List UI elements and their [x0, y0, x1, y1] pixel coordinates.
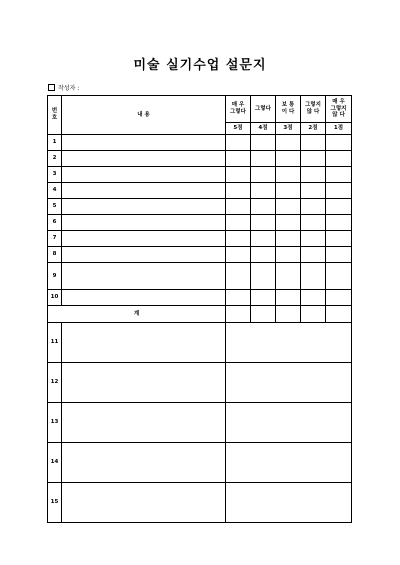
author-label: 작성자 :: [58, 85, 80, 92]
row-number: 15: [48, 483, 62, 523]
rating-cell[interactable]: [301, 231, 326, 247]
rating-cell[interactable]: [326, 247, 352, 263]
score-4: 4점: [251, 123, 276, 135]
rating-cell[interactable]: [326, 215, 352, 231]
rating-cell[interactable]: [226, 263, 251, 290]
rating-cell[interactable]: [276, 215, 301, 231]
rating-cell[interactable]: [326, 135, 352, 151]
essay-question-cell[interactable]: [62, 483, 226, 523]
rating-cell[interactable]: [251, 215, 276, 231]
author-field: [48, 83, 79, 92]
rating-cell[interactable]: [251, 247, 276, 263]
rating-cell[interactable]: [251, 167, 276, 183]
rating-cell[interactable]: [226, 151, 251, 167]
row-number: 7: [48, 231, 62, 247]
rating-cell[interactable]: [226, 290, 251, 306]
essay-answer-cell[interactable]: [226, 323, 352, 363]
row-number: 5: [48, 199, 62, 215]
rating-cell[interactable]: [276, 183, 301, 199]
rating-cell[interactable]: [226, 231, 251, 247]
table-row: [48, 231, 352, 247]
score-2: 2점: [301, 123, 326, 135]
question-cell[interactable]: [62, 263, 226, 290]
rating-cell[interactable]: [251, 231, 276, 247]
score-1: 1점: [326, 123, 352, 135]
essay-row: [48, 363, 352, 403]
rating-cell[interactable]: [276, 263, 301, 290]
essay-row: [48, 443, 352, 483]
row-number: 3: [48, 167, 62, 183]
rating-cell[interactable]: [326, 263, 352, 290]
row-number: 11: [48, 323, 62, 363]
rating-cell[interactable]: [226, 215, 251, 231]
rating-cell[interactable]: [326, 199, 352, 215]
question-cell[interactable]: [62, 215, 226, 231]
question-cell[interactable]: [62, 231, 226, 247]
rating-cell[interactable]: [251, 263, 276, 290]
rating-cell[interactable]: [276, 290, 301, 306]
rating-cell[interactable]: [301, 290, 326, 306]
table-row: [48, 290, 352, 306]
row-number: 8: [48, 247, 62, 263]
essay-question-cell[interactable]: [62, 323, 226, 363]
row-number: 13: [48, 403, 62, 443]
table-row: [48, 167, 352, 183]
rating-cell[interactable]: [276, 199, 301, 215]
table-row: [48, 199, 352, 215]
row-number: 10: [48, 290, 62, 306]
row-number: 6: [48, 215, 62, 231]
score-3: 3점: [276, 123, 301, 135]
rating-cell[interactable]: [301, 167, 326, 183]
table-row: [48, 135, 352, 151]
rating-cell[interactable]: [226, 183, 251, 199]
essay-answer-cell[interactable]: [226, 483, 352, 523]
rating-cell[interactable]: [326, 231, 352, 247]
author-checkbox[interactable]: [48, 84, 55, 91]
question-cell[interactable]: [62, 290, 226, 306]
total-cell: [226, 306, 251, 323]
rating-cell[interactable]: [226, 199, 251, 215]
essay-question-cell[interactable]: [62, 443, 226, 483]
essay-answer-cell[interactable]: [226, 363, 352, 403]
rating-cell[interactable]: [276, 247, 301, 263]
essay-answer-cell[interactable]: [226, 403, 352, 443]
header-option-4: 그렇다: [251, 96, 276, 123]
rating-cell[interactable]: [276, 135, 301, 151]
essay-row: [48, 483, 352, 523]
total-cell: [326, 306, 352, 323]
rating-cell[interactable]: [251, 151, 276, 167]
rating-cell[interactable]: [276, 151, 301, 167]
total-cell: [251, 306, 276, 323]
rating-cell[interactable]: [301, 183, 326, 199]
header-option-5: 매 우 그렇다: [226, 96, 251, 123]
row-number: 14: [48, 443, 62, 483]
question-cell[interactable]: [62, 151, 226, 167]
row-number: 1: [48, 135, 62, 151]
total-cell: [276, 306, 301, 323]
table-row: [48, 151, 352, 167]
score-5: 5점: [226, 123, 251, 135]
rating-cell[interactable]: [301, 199, 326, 215]
header-content: 내 용: [62, 96, 226, 135]
rating-cell[interactable]: [326, 290, 352, 306]
row-number: 9: [48, 263, 62, 290]
header-option-1: 매 우 그렇지 않 다: [326, 96, 352, 123]
question-cell[interactable]: [62, 199, 226, 215]
survey-table: [47, 95, 352, 523]
essay-answer-cell[interactable]: [226, 443, 352, 483]
table-row: [48, 263, 352, 290]
total-cell: [301, 306, 326, 323]
row-number: 4: [48, 183, 62, 199]
header-option-3: 보 통 이 다: [276, 96, 301, 123]
rating-cell[interactable]: [251, 183, 276, 199]
rating-cell[interactable]: [226, 247, 251, 263]
rating-cell[interactable]: [301, 135, 326, 151]
rating-cell[interactable]: [301, 247, 326, 263]
essay-row: [48, 323, 352, 363]
essay-question-cell[interactable]: [62, 363, 226, 403]
rating-cell[interactable]: [326, 151, 352, 167]
row-number: 2: [48, 151, 62, 167]
row-number: 12: [48, 363, 62, 403]
rating-cell[interactable]: [226, 167, 251, 183]
table-row: [48, 215, 352, 231]
rating-cell[interactable]: [251, 290, 276, 306]
essay-question-cell[interactable]: [62, 403, 226, 443]
question-cell[interactable]: [62, 167, 226, 183]
rating-cell[interactable]: [301, 263, 326, 290]
rating-cell[interactable]: [276, 231, 301, 247]
rating-cell[interactable]: [301, 151, 326, 167]
rating-cell[interactable]: [276, 167, 301, 183]
essay-row: [48, 403, 352, 443]
rating-cell[interactable]: [251, 135, 276, 151]
table-row: [48, 247, 352, 263]
rating-cell[interactable]: [326, 167, 352, 183]
rating-cell[interactable]: [251, 199, 276, 215]
page-title: 미술 실기수업 설문지: [133, 58, 267, 73]
question-cell[interactable]: [62, 247, 226, 263]
header-number: 번 호: [48, 96, 62, 135]
total-label: 계: [48, 306, 226, 323]
rating-cell[interactable]: [326, 183, 352, 199]
rating-cell[interactable]: [226, 135, 251, 151]
table-row: [48, 183, 352, 199]
question-cell[interactable]: [62, 183, 226, 199]
question-cell[interactable]: [62, 135, 226, 151]
rating-cell[interactable]: [301, 215, 326, 231]
header-option-2: 그렇지 않 다: [301, 96, 326, 123]
